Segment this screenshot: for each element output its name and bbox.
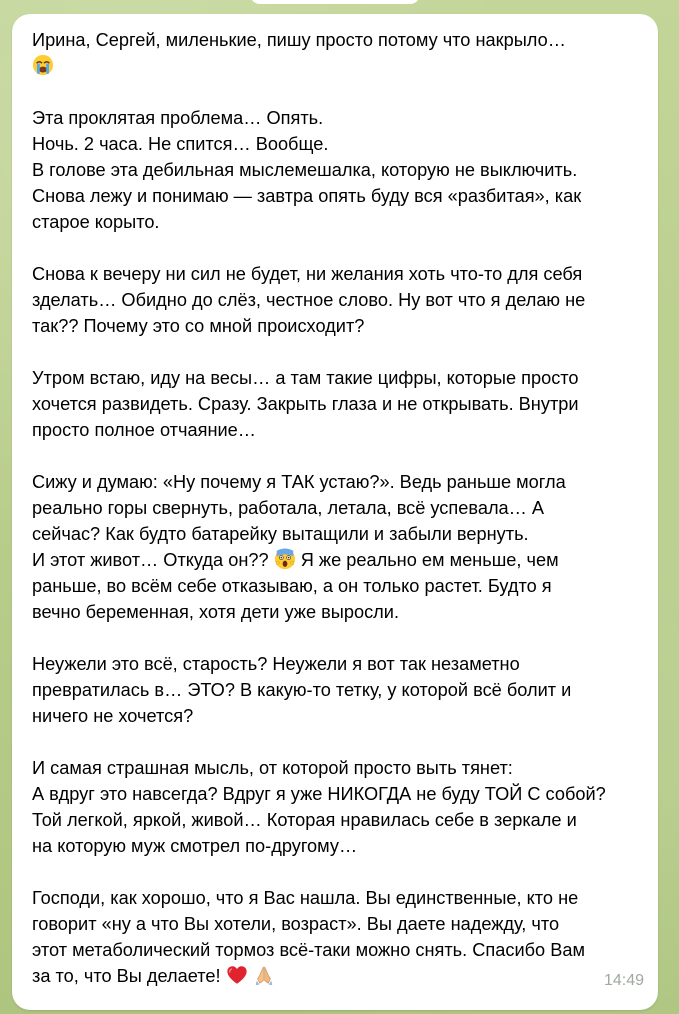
message-line <box>32 313 640 339</box>
message-line <box>32 365 640 391</box>
message-paragraph <box>32 261 640 339</box>
message-line-text: хочется развидеть. Сразу. Закрыть глаза и не открывать. Внутри <box>32 394 579 414</box>
screaming-face-icon <box>274 548 296 570</box>
message-line <box>32 287 640 313</box>
message-line-text: И самая страшная мысль, от которой просто выть тянет: <box>32 758 513 778</box>
folded-hands-icon <box>253 964 275 986</box>
message-line-text: этот метаболический тормоз всё-таки можно снять. Спасибо Вам <box>32 940 585 960</box>
message-paragraph <box>32 755 640 859</box>
message-line <box>32 703 640 729</box>
red-heart-icon <box>226 964 248 986</box>
message-line <box>32 547 640 573</box>
message-line-text: раньше, во всём себе отказываю, а он только растет. Будто я <box>32 576 552 596</box>
message-line-text: Ирина, Сергей, миленькие, пишу просто потому что накрыло… <box>32 30 566 50</box>
message-line <box>32 911 640 937</box>
message-line-text: Эта проклятая проблема… Опять. <box>32 108 324 128</box>
message-line <box>32 885 640 911</box>
message-line-text: ничего не хочется? <box>32 706 194 726</box>
message-line <box>32 833 640 859</box>
message-paragraph <box>32 651 640 729</box>
message-paragraph <box>32 365 640 443</box>
message-line <box>32 781 640 807</box>
message-line <box>32 755 640 781</box>
message-line-text: Господи, как хорошо, что я Вас нашла. Вы единственные, кто не <box>32 888 579 908</box>
message-paragraph <box>32 27 640 79</box>
previous-message-edge <box>250 0 420 4</box>
message-line-text: сейчас? Как будто батарейку вытащили и забыли вернуть. <box>32 524 529 544</box>
message-time: 14:49 <box>603 972 644 989</box>
message-line <box>32 937 640 963</box>
message-paragraph <box>32 469 640 625</box>
message-line-text: просто полное отчаяние… <box>32 420 256 440</box>
message-line-text: реально горы свернуть, работала, летала, всё успевала… А <box>32 498 545 518</box>
message-line <box>32 807 640 833</box>
message-line <box>32 599 640 625</box>
message-line <box>32 105 640 131</box>
message-line-text: старое корыто. <box>32 212 160 232</box>
message-bubble[interactable] <box>12 14 658 1010</box>
message-line <box>32 183 640 209</box>
message-line <box>32 27 640 53</box>
message-paragraph <box>32 885 640 989</box>
message-line-text: за то, что Вы делаете! <box>32 966 221 986</box>
crying-face-icon <box>32 54 54 76</box>
message-line-text: Той легкой, яркой, живой… Которая нравилась себе в зеркале и <box>32 810 577 830</box>
message-line-text: Я же реально ем меньше, чем <box>295 550 559 570</box>
message-line-text: А вдруг это навсегда? Вдруг я уже НИКОГДА не буду ТОЙ С собой? <box>32 784 606 804</box>
message-line <box>32 157 640 183</box>
message-line-text: зделать… Обидно до слёз, честное слово. Ну вот что я делаю не <box>32 290 586 310</box>
message-line-text: И этот живот… Откуда он?? <box>32 550 269 570</box>
message-line <box>32 417 640 443</box>
message-line-text: превратилась в… ЭТО? В какую-то тетку, у которой всё болит и <box>32 680 572 700</box>
message-line <box>32 53 640 79</box>
message-line-text: вечно беременная, хотя дети уже выросли. <box>32 602 400 622</box>
message-line <box>32 573 640 599</box>
message-line-text: Ночь. 2 часа. Не спится… Вообще. <box>32 134 329 154</box>
message-line-text: на которую муж смотрел по-другому… <box>32 836 358 856</box>
message-line <box>32 131 640 157</box>
message-line <box>32 521 640 547</box>
message-line <box>32 495 640 521</box>
message-text <box>32 27 640 989</box>
message-line <box>32 261 640 287</box>
message-paragraph <box>32 105 640 235</box>
message-line-text: Утром встаю, иду на весы… а там такие цифры, которые просто <box>32 368 579 388</box>
message-line-text: Сижу и думаю: «Ну почему я ТАК устаю?». Ведь раньше могла <box>32 472 566 492</box>
message-line <box>32 391 640 417</box>
message-line <box>32 209 640 235</box>
message-line-text: говорит «ну а что Вы хотели, возраст». Вы даете надежду, что <box>32 914 560 934</box>
message-line <box>32 963 640 989</box>
message-line-text: В голове эта дебильная мыслемешалка, которую не выключить. <box>32 160 578 180</box>
message-line-text: Снова лежу и понимаю — завтра опять буду вся «разбитая», как <box>32 186 582 206</box>
message-line-text: Снова к вечеру ни сил не будет, ни желания хоть что-то для себя <box>32 264 583 284</box>
message-line <box>32 469 640 495</box>
message-line-text: так?? Почему это со мной происходит? <box>32 316 365 336</box>
message-line <box>32 651 640 677</box>
message-line <box>32 677 640 703</box>
message-line-text: Неужели это всё, старость? Неужели я вот так незаметно <box>32 654 520 674</box>
